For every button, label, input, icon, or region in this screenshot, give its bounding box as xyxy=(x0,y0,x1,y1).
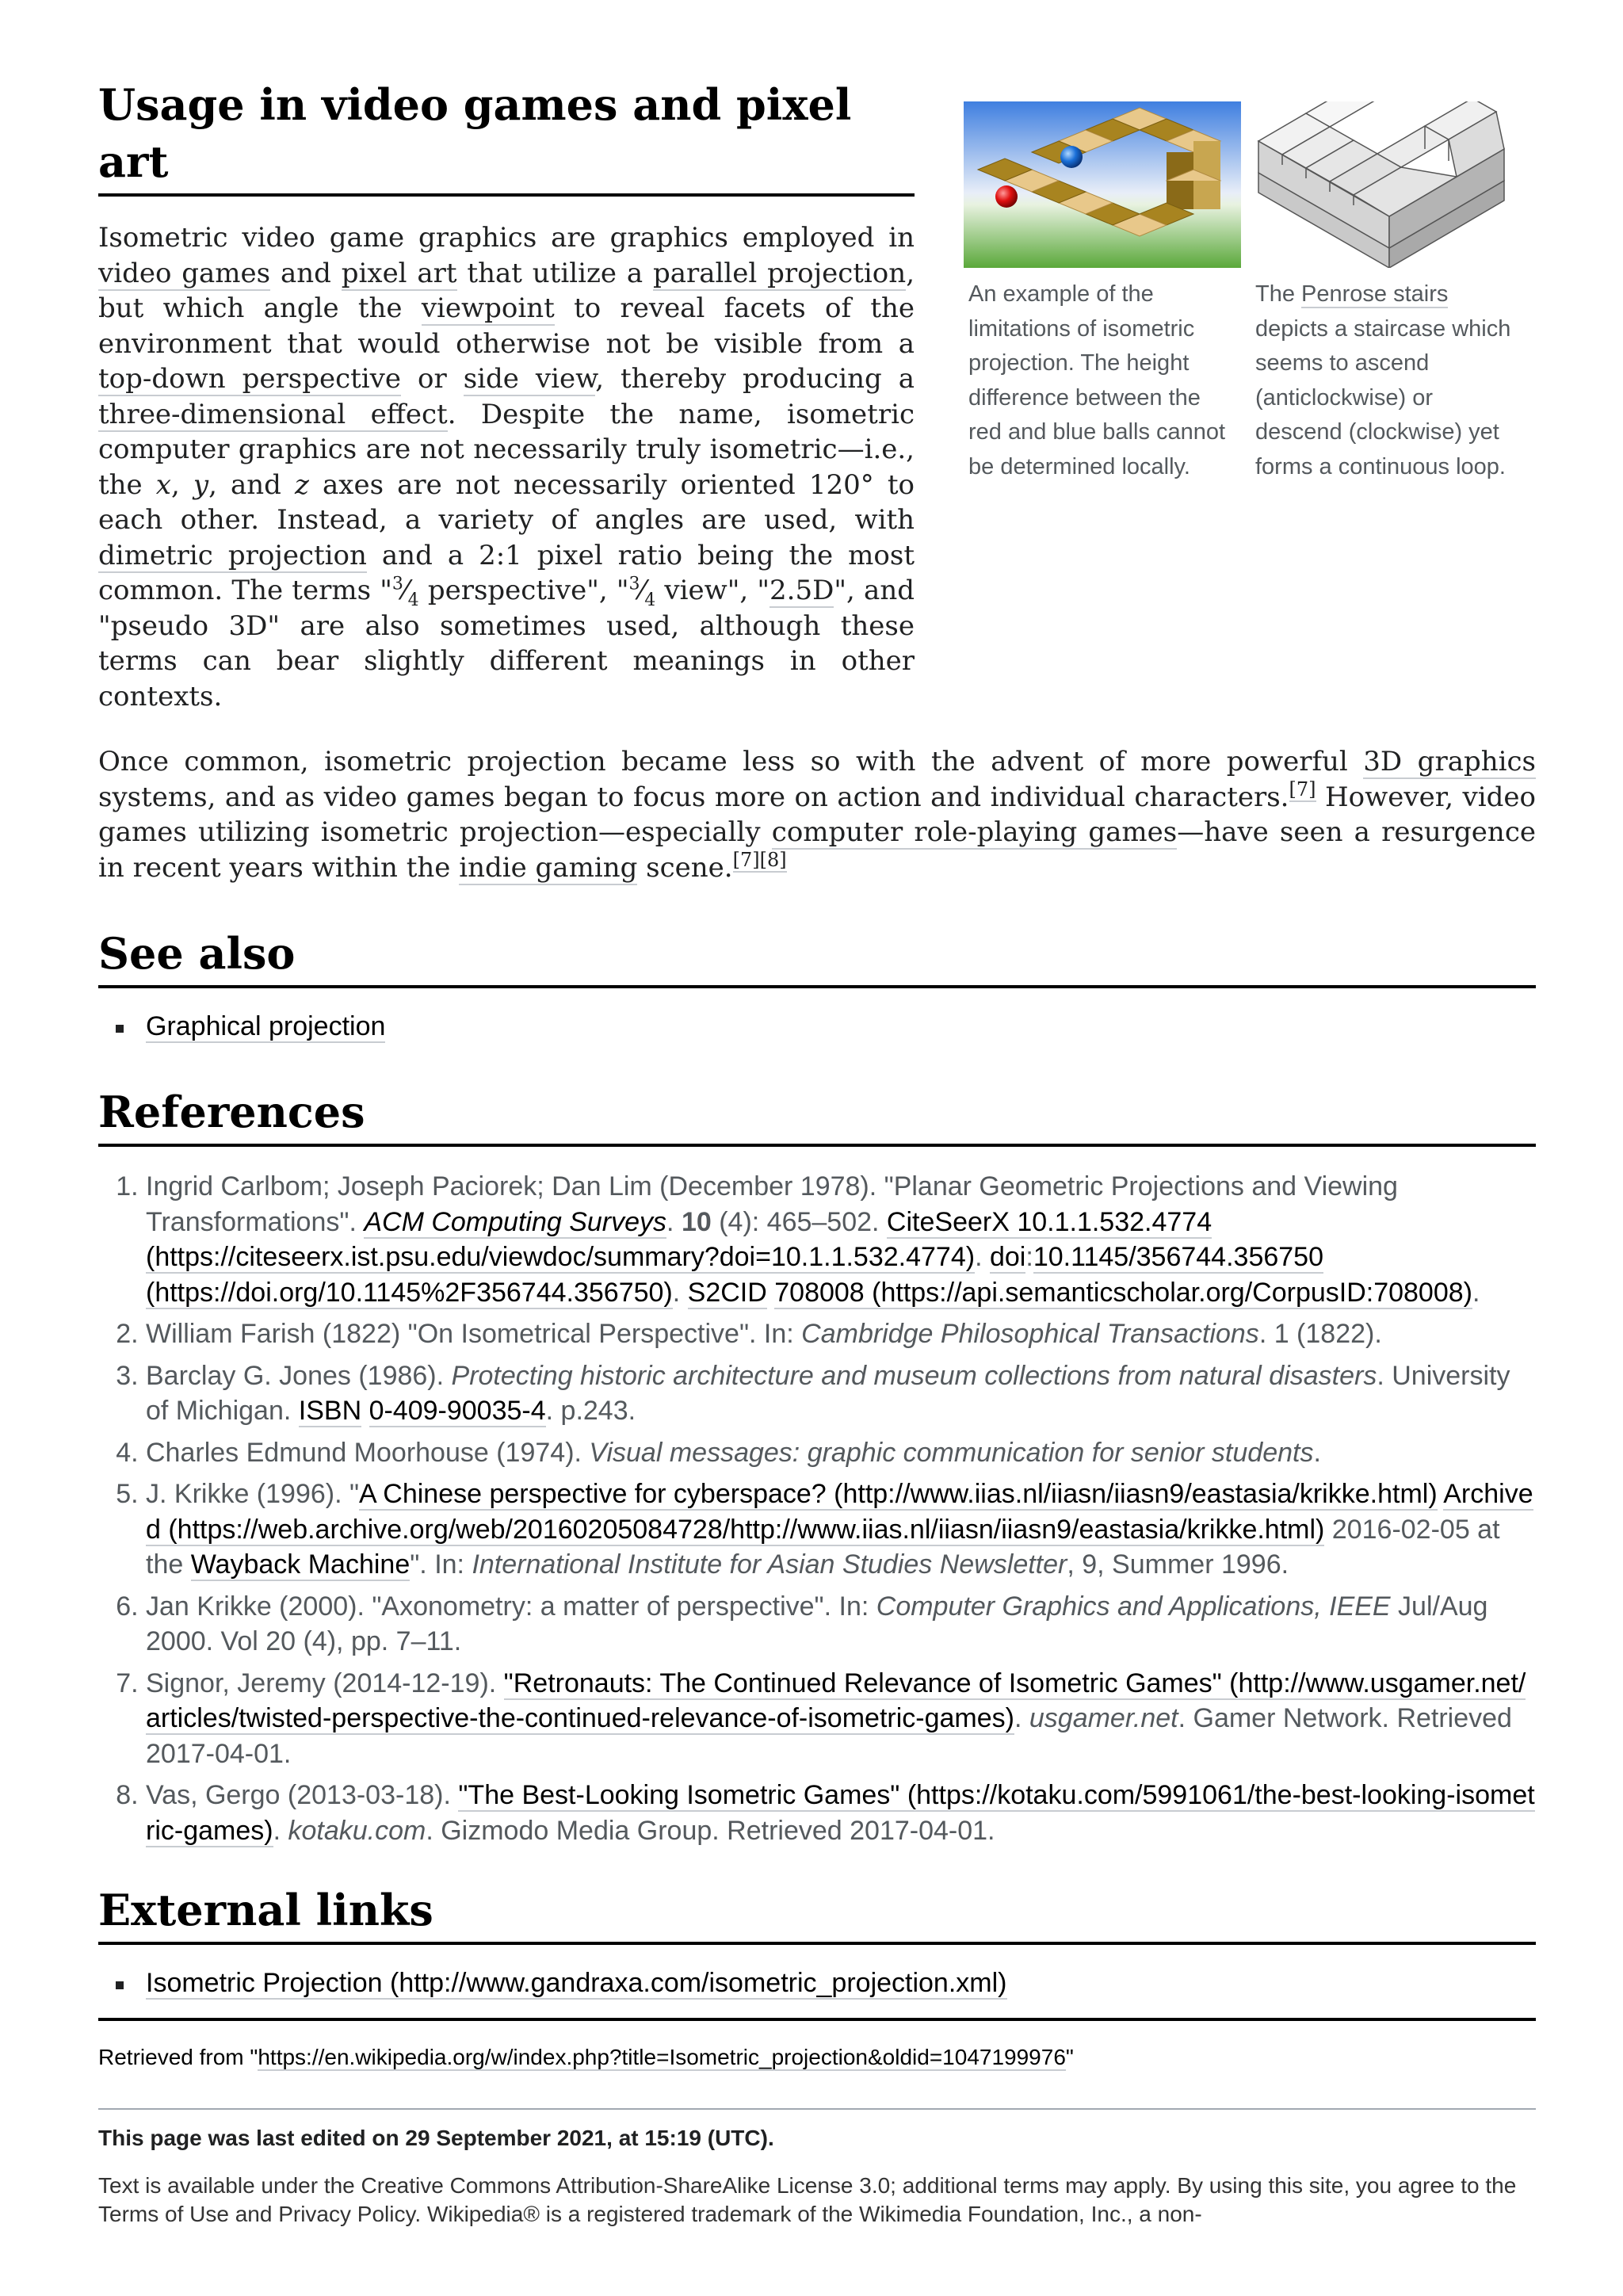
paragraph-usage xyxy=(98,220,915,714)
text: or xyxy=(401,363,464,395)
penrose-stairs-link[interactable]: Penrose stairs xyxy=(1301,281,1449,307)
text: , but which angle the xyxy=(98,257,915,324)
link-citeseerx[interactable]: CiteSeerX 10.1.1.532.4774 (https://citeseerx.ist.psu.edu/viewdoc/summary?doi=10.1.1.532.4774) xyxy=(146,1206,1212,1272)
link-parallel-projection[interactable]: parallel projection xyxy=(652,257,907,289)
text: , and xyxy=(208,468,296,501)
text: view", " xyxy=(655,575,770,606)
text: that utilize a xyxy=(456,257,653,289)
link-side-view[interactable]: side view xyxy=(463,363,596,395)
list-item xyxy=(98,1964,1536,2002)
text: However, video games utilizing isometric projection—especially xyxy=(98,781,1536,848)
text: . University of Michigan. xyxy=(146,1360,1510,1426)
link-s2cid[interactable]: S2CID xyxy=(687,1277,767,1308)
reference-6 xyxy=(146,1589,1536,1660)
text: . xyxy=(1014,1703,1029,1733)
section-heading-external-links: External links xyxy=(98,1881,1536,1945)
axis-z: z xyxy=(295,468,309,501)
text: ", and "pseudo 3D" are also sometimes used, although these terms can bear slightly different meanings in other contexts. xyxy=(98,575,915,712)
text: kotaku.com xyxy=(288,1815,426,1846)
caption-text: depicts a staircase which seems to ascend (anticlockwise) or descend (clockwise) yet forms a continuous loop. xyxy=(1255,315,1511,479)
link-pixel-art[interactable]: pixel art xyxy=(341,257,457,289)
text: and xyxy=(270,257,342,289)
reference-5 xyxy=(146,1477,1536,1583)
link-video-games[interactable]: video games xyxy=(98,257,271,289)
link-chinese-perspective[interactable]: A Chinese perspective for cyberspace? (http://www.iias.nl/iiasn/iiasn9/eastasia/krikke.html) xyxy=(359,1479,1438,1509)
volume: 10 xyxy=(681,1206,712,1237)
text: Signor, Jeremy (2014-12-19). xyxy=(146,1668,504,1698)
text: Ingrid Carlbom; Joseph Paciorek; Dan Lim (December 1978). "Planar Geometric Projections and Viewing Transformations". xyxy=(146,1171,1398,1237)
link-indie-gaming[interactable]: indie gaming xyxy=(459,851,638,884)
text: . xyxy=(672,1277,688,1308)
caption-text: The xyxy=(1255,281,1302,307)
link-best-looking-isometric[interactable]: "The Best-Looking Isometric Games" (https://kotaku.com/5991061/the-best-looking-isometric-games) xyxy=(146,1780,1535,1846)
reference-1 xyxy=(146,1169,1536,1310)
reference-8 xyxy=(146,1778,1536,1848)
text: —have seen a resurgence in recent years within the xyxy=(98,816,1536,884)
text: . p.243. xyxy=(545,1396,636,1426)
link-top-down-perspective[interactable]: top-down perspective xyxy=(98,363,401,395)
link-wayback-machine[interactable]: Wayback Machine xyxy=(190,1549,411,1580)
section-heading-usage: Usage in video games and pixel art xyxy=(98,76,915,197)
figure-penrose-stairs xyxy=(1251,101,1528,484)
retrieved-from xyxy=(98,2043,1536,2072)
text: J. Krikke (1996). " xyxy=(146,1479,360,1509)
text: William Farish (1822) "On Isometrical Perspective". In: xyxy=(146,1319,802,1349)
link-viewpoint[interactable]: viewpoint xyxy=(421,292,555,324)
link-isometric-projection-external[interactable]: Isometric Projection (http://www.gandraxa.com/isometric_projection.xml) xyxy=(146,1968,1007,1998)
text: : xyxy=(1025,1242,1033,1272)
section-heading-references: References xyxy=(98,1083,1536,1147)
text: , thereby producing a xyxy=(595,363,915,395)
text: . Gizmodo Media Group. Retrieved 2017-04-01. xyxy=(426,1815,995,1846)
link-2-5d[interactable]: 2.5D xyxy=(769,575,834,606)
text: Cambridge Philosophical Transactions xyxy=(801,1319,1259,1349)
text: . xyxy=(666,1206,682,1237)
fraction-three-quarters: $^3⁄_4$ xyxy=(391,574,419,610)
link-doi-value[interactable]: 10.1145/356744.356750 (https://doi.org/10.1145%2F356744.356750) xyxy=(146,1242,1323,1308)
red-ball xyxy=(995,185,1018,208)
text: . xyxy=(1313,1437,1321,1468)
text: Retrieved from " xyxy=(98,2045,258,2069)
figure-caption-balls: An example of the limitations of isometric projection. The height difference between the red and blue balls cannot be determined locally. xyxy=(968,281,1226,479)
text: " xyxy=(1065,2045,1074,2069)
last-edited: This page was last edited on 29 September 2021, at 15:19 (UTC). xyxy=(98,2126,774,2150)
section-heading-see-also: See also xyxy=(98,925,1536,988)
text: ". In: xyxy=(410,1549,472,1580)
link-isbn-value[interactable]: 0-409-90035-4 xyxy=(369,1396,546,1426)
penrose-stairs-image[interactable] xyxy=(1251,101,1528,268)
text: Barclay G. Jones (1986). xyxy=(146,1360,452,1391)
paragraph-resurgence xyxy=(98,744,1536,885)
link-retronauts[interactable]: "Retronauts: The Continued Relevance of Isometric Games" (http://www.usgamer.net/articles/twisted-perspective-the-continued-relevance-of-isometric-games) xyxy=(146,1668,1526,1733)
text: Computer Graphics and Applications, IEEE xyxy=(876,1591,1391,1622)
text: . Despite the name, isometric computer graphics are not necessarily truly isometric—i.e., the xyxy=(98,398,915,501)
text: Vas, Gergo (2013-03-18). xyxy=(146,1780,459,1810)
reference-4 xyxy=(146,1435,1536,1471)
text: Jul/Aug 2000. Vol 20 (4), pp. 7–11. xyxy=(146,1591,1488,1656)
text: , 9, Summer 1996. xyxy=(1067,1549,1289,1580)
text: . xyxy=(1472,1277,1480,1308)
catlinks-separator xyxy=(98,2018,1536,2021)
text: . 1 (1822). xyxy=(1258,1319,1382,1349)
isometric-balls-image[interactable] xyxy=(964,101,1241,268)
axis-y: y xyxy=(193,468,209,501)
text: and a 2:1 pixel ratio being the most common. The terms " xyxy=(98,539,915,606)
text: systems, and as video games began to focus more on action and individual characters. xyxy=(98,781,1289,813)
text: Once common, isometric projection became less so with the advent of more powerful xyxy=(98,746,1364,777)
text: (4): 465–502. xyxy=(711,1206,887,1237)
citation-7-8[interactable]: [7][8] xyxy=(732,849,787,872)
link-s2cid-value[interactable]: 708008 (https://api.semanticscholar.org/CorpusID:708008) xyxy=(774,1277,1472,1308)
link-isbn[interactable]: ISBN xyxy=(298,1396,362,1426)
link-dimetric-projection[interactable]: dimetric projection xyxy=(98,539,367,571)
text xyxy=(767,1278,774,1308)
link-computer-rpg[interactable]: computer role-playing games xyxy=(771,816,1178,848)
text: , xyxy=(170,468,193,501)
see-also-list xyxy=(98,1007,1536,1045)
figure-isometric-balls xyxy=(964,101,1241,484)
fraction-three-quarters: $^3⁄_4$ xyxy=(628,574,656,610)
text: Visual messages: graphic communication for senior students xyxy=(589,1437,1314,1468)
text: 2016-02-05 at the xyxy=(146,1514,1500,1580)
link-graphical-projection[interactable]: Graphical projection xyxy=(146,1011,386,1041)
link-acm-computing-surveys[interactable]: ACM Computing Surveys xyxy=(364,1206,667,1237)
text: usgamer.net xyxy=(1029,1703,1178,1733)
reference-3 xyxy=(146,1358,1536,1429)
citation-7[interactable]: [7] xyxy=(1289,778,1316,801)
references-list xyxy=(98,1169,1536,1848)
footer-separator xyxy=(98,2108,1536,2110)
text: to reveal facets of the environment that would otherwise not be visible from a xyxy=(98,292,915,360)
figure-row xyxy=(964,101,1534,484)
reference-2 xyxy=(146,1316,1536,1352)
blue-ball xyxy=(1060,146,1083,168)
license-text: Text is available under the Creative Commons Attribution-ShareAlike License 3.0; additional terms may apply. By using this site, you agree to the Terms of Use and Privacy Policy. Wikipedia® is a registered trademark of the Wikimedia Foundation, Inc., a non- xyxy=(98,2173,1517,2226)
text: perspective", " xyxy=(418,575,629,606)
text: . xyxy=(273,1815,288,1846)
link-three-dimensional-effect[interactable]: three-dimensional effect xyxy=(98,398,448,430)
external-links-list xyxy=(98,1964,1536,2002)
figure-caption-penrose xyxy=(1251,268,1528,484)
link-doi[interactable]: doi xyxy=(989,1242,1026,1272)
text: axes are not necessarily oriented 120° to each other. Instead, a variety of angles are used, with xyxy=(98,468,915,536)
link-archived[interactable]: Archived (https://web.archive.org/web/20160205084728/http://www.iias.nl/iiasn/iiasn9/eastasia/krikke.html) xyxy=(146,1479,1533,1545)
text: Jan Krikke (2000). "Axonometry: a matter of perspective". In: xyxy=(146,1591,876,1622)
text: . Gamer Network. Retrieved 2017-04-01. xyxy=(146,1703,1512,1769)
link-3d-graphics[interactable]: 3D graphics xyxy=(1363,746,1536,777)
text: Protecting historic architecture and museum collections from natural disasters xyxy=(451,1360,1377,1391)
text xyxy=(361,1396,369,1426)
text: Charles Edmund Moorhouse (1974). xyxy=(146,1437,590,1468)
axis-x: x xyxy=(155,468,171,501)
text: International Institute for Asian Studies Newsletter xyxy=(472,1549,1067,1580)
text: . xyxy=(975,1242,990,1272)
reference-7 xyxy=(146,1666,1536,1772)
list-item xyxy=(98,1007,1536,1045)
text: scene. xyxy=(637,851,733,884)
link-permanent-url[interactable]: https://en.wikipedia.org/w/index.php?title=Isometric_projection&oldid=1047199976 xyxy=(258,2045,1066,2069)
text: Isometric video game graphics are graphics employed in xyxy=(98,222,915,254)
